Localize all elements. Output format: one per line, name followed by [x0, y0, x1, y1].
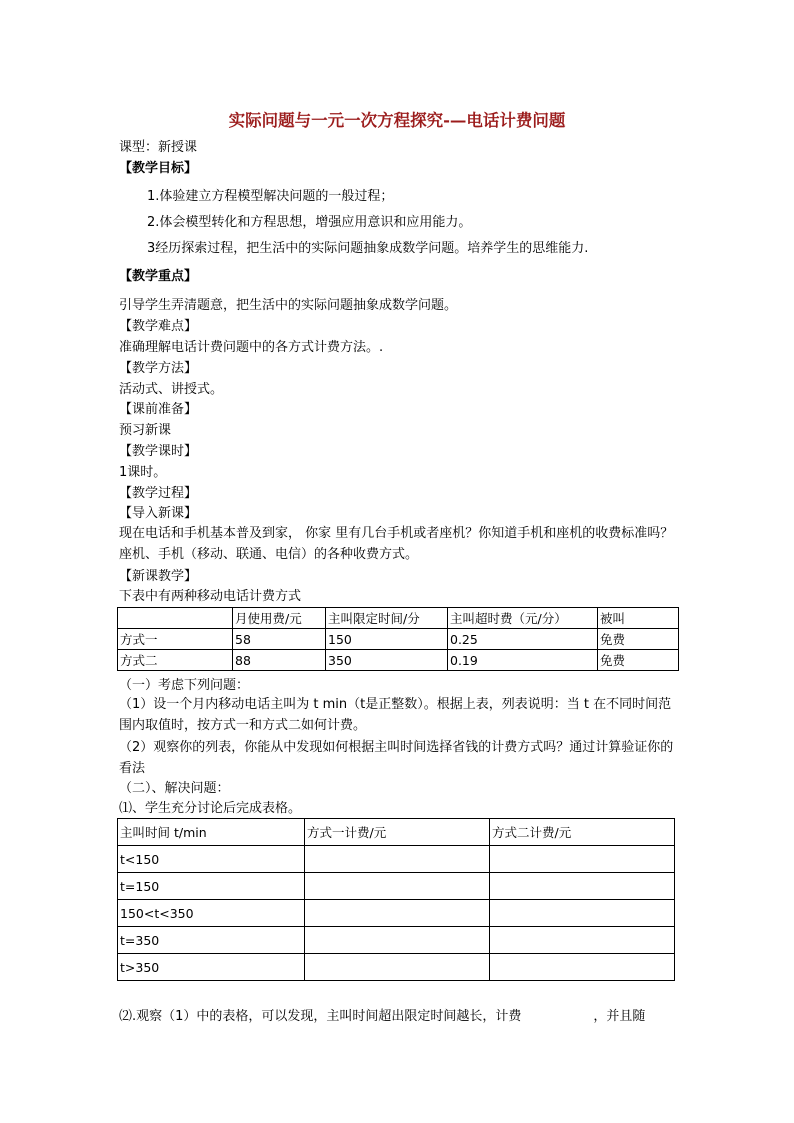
- table-row: [118, 650, 679, 671]
- hours-text: 1课时。: [119, 465, 167, 480]
- difficulty-text: 准确理解电话计费问题中的各方式计费方法。.: [119, 340, 384, 355]
- blank-answer-cell[interactable]: [490, 846, 675, 873]
- prep-heading: 【课前准备】: [119, 402, 198, 417]
- intro-heading: 【导入新课】: [119, 506, 198, 521]
- objectives-heading: 【教学目标】: [119, 161, 198, 176]
- new-lesson-heading: 【新课教学】: [119, 569, 198, 584]
- section2-heading: （二）、解决问题：: [119, 781, 230, 796]
- table-cell: 0.25: [448, 629, 598, 650]
- table-header-cell: 被叫: [598, 608, 679, 629]
- table-header-cell: 主叫时间 t/min: [118, 819, 305, 846]
- blank-answer-cell[interactable]: [305, 927, 490, 954]
- table-row: [118, 629, 679, 650]
- table-cell: t=150: [118, 873, 305, 900]
- blank-answer-cell[interactable]: [490, 900, 675, 927]
- table-row: [118, 846, 675, 873]
- table-cell: t>350: [118, 954, 305, 981]
- step-2: [119, 1008, 645, 1025]
- blank-answer-cell[interactable]: [490, 873, 675, 900]
- table-cell: 150: [326, 629, 448, 650]
- blank-answer-cell[interactable]: [305, 954, 490, 981]
- table-cell: 0.19: [448, 650, 598, 671]
- table-row: [118, 954, 675, 981]
- table-cell: 58: [233, 629, 326, 650]
- table-cell: 免费: [598, 650, 679, 671]
- key-points-text: 引导学生弄清题意，把生活中的实际问题抽象成数学问题。: [119, 298, 458, 313]
- method-text: 活动式、讲授式。: [119, 382, 224, 397]
- table-cell: t<150: [118, 846, 305, 873]
- table-cell: 免费: [598, 629, 679, 650]
- table-row: [118, 900, 675, 927]
- table-header-cell: 方式二计费/元: [490, 819, 675, 846]
- table-cell: 150<t<350: [118, 900, 305, 927]
- blank-answer-cell[interactable]: [305, 873, 490, 900]
- table-header-cell: 方式一计费/元: [305, 819, 490, 846]
- course-type: 课型：新授课: [119, 140, 198, 155]
- table-header-row: [118, 819, 675, 846]
- table-row: [118, 927, 675, 954]
- objective-item: 1.体验建立方程模型解决问题的一般过程；: [147, 189, 394, 204]
- step-2-text-end: ，并且随: [593, 1009, 646, 1024]
- table-cell: 方式二: [118, 650, 233, 671]
- objective-item: 2.体会模型转化和方程思想，增强应用意识和应用能力。: [147, 215, 472, 230]
- method-heading: 【教学方法】: [119, 361, 198, 376]
- fee-plan-table: [117, 607, 679, 671]
- intro-text: 现在电话和手机基本普及到家， 你家 里有几台手机或者座机？你知道手机和座机的收费标准吗？ 座机、手机（移动、联通、电信）的各种收费方式。: [119, 526, 674, 562]
- table1-caption: 下表中有两种移动电话计费方式: [119, 589, 302, 604]
- table-cell: 88: [233, 650, 326, 671]
- question-2: （2）观察你的列表，你能从中发现如何根据主叫时间选择省钱的计费方式吗？通过计算验证你的看法: [119, 740, 674, 776]
- process-heading: 【教学过程】: [119, 486, 198, 501]
- objective-item: 3经历探索过程，把生活中的实际问题抽象成数学问题。培养学生的思维能力.: [147, 241, 589, 256]
- hours-heading: 【教学课时】: [119, 444, 198, 459]
- table-cell: t=350: [118, 927, 305, 954]
- table-header-cell: [118, 608, 233, 629]
- table-row: [118, 873, 675, 900]
- table-header-cell: 主叫超时费（元/分）: [448, 608, 598, 629]
- blank-answer-cell[interactable]: [490, 927, 675, 954]
- table-header-cell: 月使用费/元: [233, 608, 326, 629]
- blank-answer-cell[interactable]: [305, 846, 490, 873]
- document-title: 实际问题与一元一次方程探究-—电话计费问题: [228, 111, 566, 130]
- step-2-text: ⑵.观察（1）中的表格，可以发现，主叫时间超出限定时间越长，计费: [119, 1009, 522, 1024]
- table-header-cell: 主叫限定时间/分: [326, 608, 448, 629]
- blank-answer-cell[interactable]: [490, 954, 675, 981]
- step-1: ⑴、学生充分讨论后完成表格。: [119, 801, 302, 816]
- prep-text: 预习新课: [119, 423, 172, 438]
- table-header-row: [118, 608, 679, 629]
- section1-heading: （一）考虑下列问题：: [119, 678, 250, 693]
- key-points-heading: 【教学重点】: [119, 269, 198, 284]
- table-cell: 350: [326, 650, 448, 671]
- table-cell: 方式一: [118, 629, 233, 650]
- question-1: （1）设一个月内移动电话主叫为 t min（t是正整数）。根据上表，列表说明：当 t 在不同时间范围内取值时，按方式一和方式二如何计费。: [119, 697, 672, 733]
- fee-calculation-table: [117, 818, 675, 981]
- blank-answer-cell[interactable]: [305, 900, 490, 927]
- difficulty-heading: 【教学难点】: [119, 319, 198, 334]
